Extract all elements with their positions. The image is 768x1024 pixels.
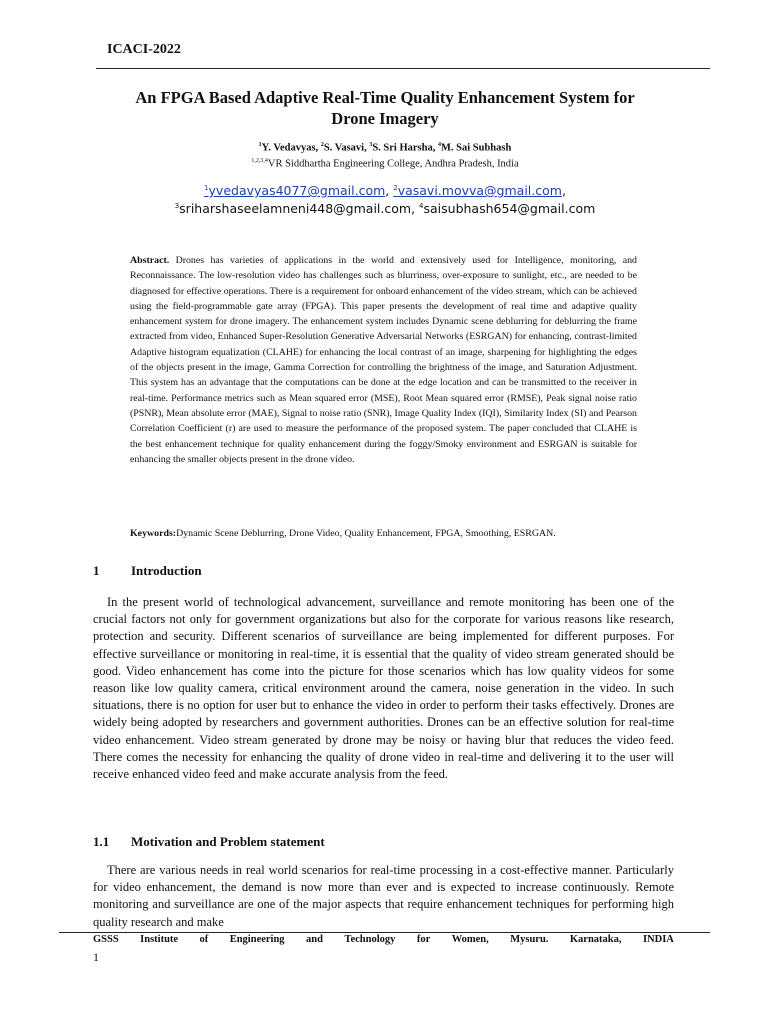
keywords — [130, 528, 640, 539]
paper-title — [96, 87, 674, 129]
email-4: saisubhash654@gmail.com — [423, 201, 596, 216]
author-sup: 4 — [437, 142, 441, 148]
header-rule — [96, 68, 710, 69]
author-name: S. Sri Harsha, — [372, 142, 436, 154]
author-sup: 1 — [258, 142, 262, 148]
introduction-paragraph: In the present world of technological advancement, surveillance and remote monitoring has been one of the crucial factors not only for government organizations but also for the corporate for various reasons like research, protection and security. Different scenarios of surveillance are being implemented for different purposes. For effective surveillance or monitoring in real-time, it is essential that the quality of video stream generated should be good. Video enhancement has come into the picture for those scenarios which has low quality videos for some reason like low quality camera, critical environment around the camera, noise generation in the video. In such situations, there is no option for user but to enhance the video in order to perform their tasks effectively. Drones are widely being adopted by researchers and government authorities. Drones can be an effective solution for real-time video enhancement. Video stream generated by drone may be noisy or having blur that reduces the video feed. There comes the necessity for enhancing the quality of drone video in real-time and delivering it to the user will receive enhanced video feed and make accurate analysis from the feed. — [93, 595, 674, 782]
subsection-number: 1.1 — [93, 834, 110, 849]
footer-word: and — [306, 934, 323, 945]
footer-word: of — [199, 934, 209, 945]
section-number: 1 — [93, 563, 100, 578]
author-list — [96, 142, 674, 154]
email-line-2 — [96, 201, 674, 216]
author-sup: 3 — [369, 142, 373, 148]
affiliation-text: VR Siddhartha Engineering College, Andhra Pradesh, India — [267, 158, 519, 170]
footer-word: Mysuru. — [510, 934, 549, 945]
author-name: S. Vasavi, — [323, 142, 367, 154]
title-line-1: An FPGA Based Adaptive Real-Time Quality Enhancement System for — [135, 88, 635, 107]
keywords-label: Keywords: — [130, 528, 177, 539]
keywords-text: Dynamic Scene Deblurring, Drone Video, Quality Enhancement, FPGA, Smoothing, ESRGAN. — [176, 528, 556, 539]
section-title-introduction: Introduction — [131, 563, 202, 578]
footer-word: for — [416, 934, 431, 945]
author-name: M. Sai Subhash — [440, 142, 512, 154]
affiliation — [96, 158, 674, 170]
abstract — [130, 253, 637, 467]
author-name: Y. Vedavyas, — [261, 142, 319, 154]
abstract-label: Abstract. — [130, 255, 170, 266]
abstract-text: Drones has varieties of applications in the world and extensively used for Intelligence, monitoring, and Reconnaissance. The low-resolution video has challenges such as blurriness, over-exposure to sunlight, etc., are needed to be diagnosed for effective operations. There is a requirement for onboard enhancement of the video stream, which can be achieved using the field-programmable gate array (FPGA). This paper presents the development of real time and adaptive quality enhancement system for drone imagery. The enhancement system includes Dynamic scene deblurring for deblurring the frame extracted from video, Enhanced Super-Resolution Generative Adversarial Networks (ESRGAN) for enhancing, contrast-limited Adaptive histogram equalization (CLAHE) for enhancing the local contrast of an image, sharpening for highlighting the edges of the objects present in the image, Gamma Correction for controlling the brightness of the image, and Saturation Adjustment. This system has an advantage that the computations can be done at the edge location and can be transmitted to the receiver in real-time. Performance metrics such as Mean squared error (MSE), Root Mean squared error (RMSE), Peak signal noise ratio (PSNR), Mean absolute error (MAE), Signal to noise ratio (SNR), Image Quality Index (IQI), Similarity Index (SI) and Pearson Correlation Coefficient (r) are used to measure the performance of the proposed system. The paper concluded that CLAHE is the best enhancement technique for quality enhancement during the foggy/Smoky environment and ESRGAN is suitable for enhancing the smaller objects present in the drone video. — [130, 255, 637, 465]
footer-word: GSSS — [93, 934, 119, 945]
footer-word: Women, — [451, 934, 489, 945]
email-line-1: $^1$yvedavyas4077@gmail.com, $^2$vasavi.movva@gmail.com, — [204, 183, 566, 198]
email-link-2[interactable]: $^2$vasavi.movva@gmail.com — [393, 183, 562, 198]
email-3: sriharshaseelamneni448@gmail.com, — [179, 201, 416, 216]
footer-word: Technology — [344, 934, 396, 945]
email-link-1[interactable]: $^1$yvedavyas4077@gmail.com — [204, 183, 386, 198]
subsection-title-motivation: Motivation and Problem statement — [131, 834, 325, 849]
motivation-paragraph: There are various needs in real world scenarios for real-time processing in a cost-effective manner. Particularly for video enhancement, the demand is now more than ever and is expected to increase continuously. Remote monitoring and surveillance are one of the major aspects that require enhancement techniques for performing high quality research and make — [93, 863, 674, 929]
conference-header: ICACI-2022 — [107, 42, 181, 57]
title-line-2: Drone Imagery — [331, 109, 439, 128]
email-sup-4: 4 — [419, 201, 424, 210]
email-sup-3: 3 — [174, 201, 180, 210]
footer-word: INDIA — [642, 934, 674, 945]
page-number: 1 — [93, 950, 99, 964]
author-sup: 2 — [320, 142, 324, 148]
footer-institution — [93, 934, 674, 945]
footer-rule — [59, 932, 710, 933]
footer-word: Karnataka, — [569, 934, 622, 945]
footer-word: Institute — [140, 934, 179, 945]
footer-word: Engineering — [229, 934, 285, 945]
affiliation-sup: 1,2,3,4 — [251, 158, 268, 164]
